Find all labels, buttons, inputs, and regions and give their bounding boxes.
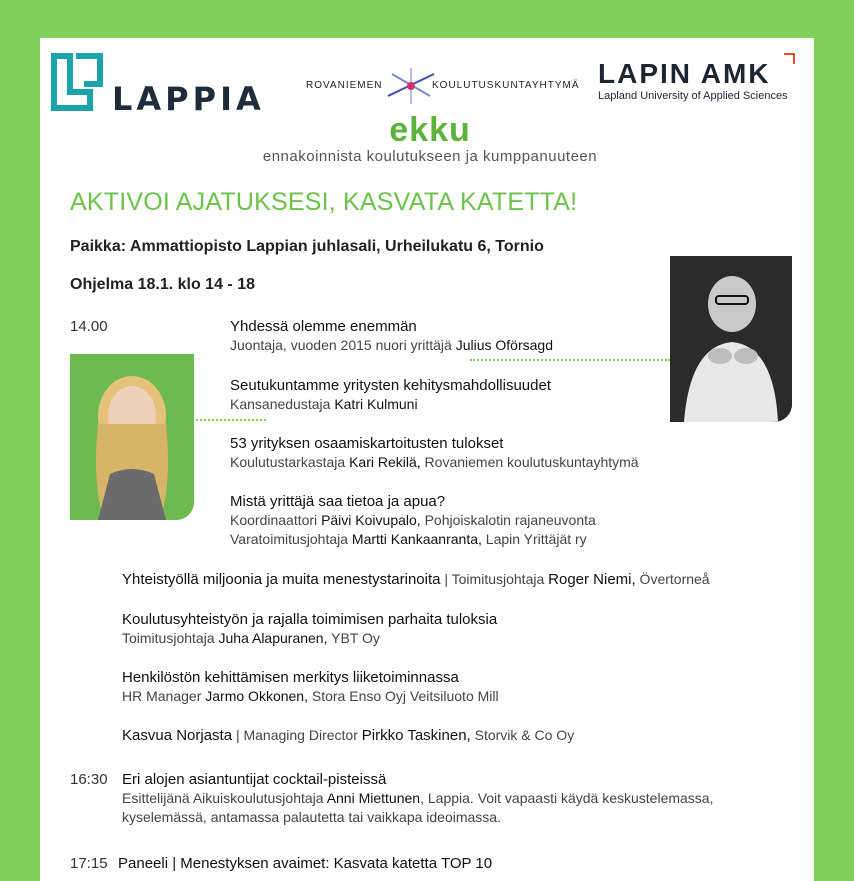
speaker-org: Pohjoiskalotin rajaneuvonta: [420, 512, 596, 528]
speaker-name: Juha Alapuranen,: [218, 630, 328, 646]
dotted-connector: [470, 359, 670, 361]
lapin-amk-wordmark: LAPIN AMK: [598, 58, 771, 89]
rovaniemi-star-icon: [386, 66, 436, 106]
program-item: [122, 668, 499, 706]
event-location: Paikka: Ammattiopisto Lappian juhlasali, Urheilukatu 6, Tornio: [70, 238, 544, 255]
speaker-org: Rovaniemen koulutuskuntayhtymä: [420, 454, 639, 470]
speaker-name: Kari Rekilä,: [349, 454, 421, 470]
woman-portrait-icon: [70, 354, 194, 520]
item-title: Koulutusyhteistyön ja rajalla toimimisen parhaita tuloksia: [122, 611, 498, 628]
corner-mark-icon: [784, 52, 796, 64]
speaker-role: Toimitusjohtaja: [122, 630, 219, 646]
lappia-mark-icon: [50, 50, 110, 114]
speaker-role: | Toimitusjohtaja: [440, 571, 549, 587]
speaker-name: Anni Miettunen: [326, 790, 421, 806]
item-title: Mistä yrittäjä saa tietoa ja apua?: [230, 493, 446, 510]
program-item: [122, 570, 710, 589]
rovaniemi-wordmark-right: KOULUTUSKUNTAYHTYMÄ: [432, 80, 580, 91]
ekku-wordmark: ekku: [389, 111, 471, 149]
program-item: [230, 492, 596, 549]
program-title: Ohjelma 18.1. klo 14 - 18: [70, 276, 255, 293]
speaker-org: Övertorneå: [635, 571, 710, 587]
item-title: Yhteistyöllä miljoonia ja muita menestystarinoita: [122, 571, 441, 588]
speaker-photo-woman: [70, 354, 194, 520]
speaker-name: Martti Kankaanranta,: [351, 531, 482, 547]
speaker-org: YBT Oy: [327, 630, 380, 646]
time-label: 17:15: [70, 855, 108, 872]
speaker-name: Julius Oförsagd: [455, 337, 553, 353]
item-title: 53 yrityksen osaamiskartoitusten tulokset: [230, 435, 504, 452]
rovaniemi-wordmark-left: ROVANIEMEN: [306, 80, 383, 91]
item-title: Paneeli | Menestyksen avaimet: Kasvata katetta TOP 10: [118, 855, 493, 872]
time-label: 14.00: [70, 318, 108, 335]
item-text: , Lappia. Voit vapaasti käydä keskustelemassa,: [420, 790, 714, 806]
item-title: Eri alojen asiantuntijat cocktail-pisteissä: [122, 771, 387, 788]
speaker-name: Roger Niemi,: [548, 571, 636, 588]
man-portrait-icon: [670, 256, 792, 422]
speaker-role: Varatoimitusjohtaja: [230, 531, 352, 547]
speaker-org: Stora Enso Oyj Veitsiluoto Mill: [307, 688, 499, 704]
speaker-role: HR Manager: [122, 688, 206, 704]
speaker-name: Jarmo Okkonen,: [205, 688, 308, 704]
document-frame: [40, 38, 814, 881]
page-title: AKTIVOI AJATUKSESI, KASVATA KATETTA!: [70, 188, 578, 216]
rovaniemi-logo: [302, 66, 580, 112]
speaker-role: Koordinaattori: [230, 512, 322, 528]
time-label: 16:30: [70, 771, 108, 788]
speaker-name: Päivi Koivupalo,: [321, 512, 421, 528]
speaker-role: | Managing Director: [232, 727, 362, 743]
speaker-name: Katri Kulmuni: [334, 396, 418, 412]
program-item: [118, 854, 492, 873]
lappia-wordmark: LAPPIA: [112, 80, 265, 118]
lapin-amk-subtitle: Lapland University of Applied Sciences: [598, 90, 788, 102]
speaker-photo-man: [670, 256, 792, 422]
item-title: Yhdessä olemme enemmän: [230, 318, 417, 335]
dotted-connector: [196, 419, 266, 421]
program-item: [230, 434, 639, 472]
speaker-org: Lapin Yrittäjät ry: [481, 531, 587, 547]
item-title: Seutukuntamme yritysten kehitysmahdollisuudet: [230, 377, 551, 394]
item-title: Henkilöstön kehittämisen merkitys liiketoiminnassa: [122, 669, 459, 686]
program-item: [122, 770, 714, 827]
program-item: [122, 726, 574, 745]
speaker-role: Koulutustarkastaja: [230, 454, 350, 470]
program-item: [122, 610, 497, 648]
speaker-role: Kansanedustaja: [230, 396, 335, 412]
speaker-role: Juontaja, vuoden 2015 nuori yrittäjä: [230, 337, 456, 353]
program-item: [230, 376, 551, 414]
item-text: Esittelijänä Aikuiskoulutusjohtaja: [122, 790, 327, 806]
lappia-logo: [50, 50, 265, 118]
speaker-org: Storvik & Co Oy: [470, 727, 575, 743]
speaker-name: Pirkko Taskinen,: [361, 727, 471, 744]
ekku-logo: [260, 112, 600, 168]
item-text: kyselemässä, antamassa palautetta tai vaikkapa ideoimassa.: [122, 809, 501, 825]
lapin-amk-logo: [596, 52, 796, 106]
program-item: [230, 317, 553, 355]
item-title: Kasvua Norjasta: [122, 727, 233, 744]
ekku-tagline: ennakoinnista koulutukseen ja kumppanuuteen: [262, 148, 598, 165]
